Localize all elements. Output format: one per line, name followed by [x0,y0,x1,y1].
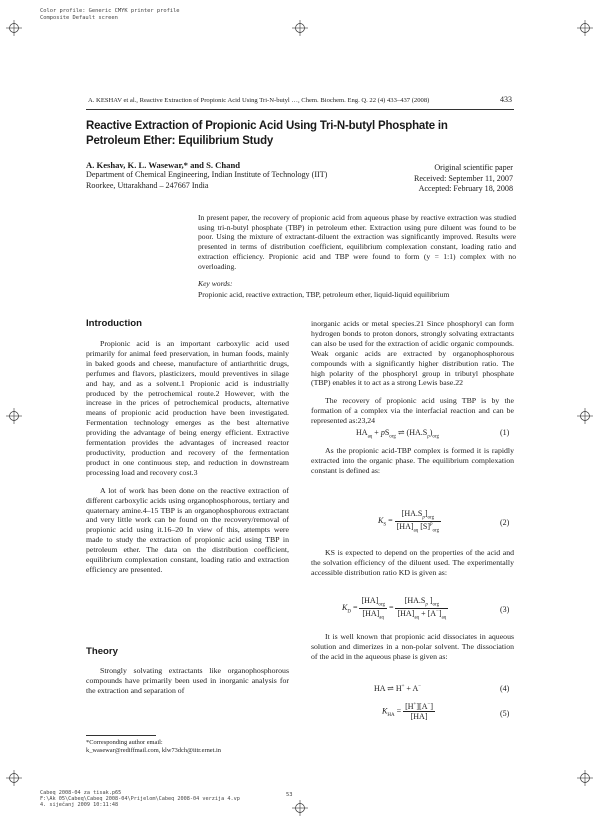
footnote [86,739,221,755]
equation-4: HA ⇌ H+ + A− [374,684,422,693]
paragraph: Propionic acid is an important carboxylic acid used primarily for animal feed preservation, in human foods, mainly in baked goods and cheese, manufacture of antiarthritic drugs, perfumes and flavors, plasticizers, mould preventives in silage and hay, and as a solvent.1 Propionic acid is industrially produced by the petrochemical route.2 However, with the increase in the prices of petrochemical products, alternative means of propionic acid production have been investigated. Fermentation technology emerges as the best alternative providing the advantage of being energy efficient. Extractive fermentation provides the advantages of increased reactor productivity, production and recovery of the fermentation product in one continuous step, and reduction in downstream processing load and recovery cost.3 [86,339,289,477]
header-rule [86,109,514,110]
equation-label: (2) [500,518,510,527]
right-column-para [311,446,514,476]
equation-label: (1) [500,428,510,437]
equation-5: $K_{HA}$ = $\frac{[H^+][A^-]}{[HA]}$ [382,702,433,721]
affiliation [86,170,426,191]
paragraph: It is well known that propionic acid dissociates in aqueous solution and dimerizes in a non-polar solvent. The dissociation of the acid in the aqueous phase is given as: [311,632,514,661]
section-heading-theory: Theory [86,646,118,657]
equation-label: (5) [500,709,510,718]
left-column-theory [86,666,289,696]
section-heading-introduction: Introduction [86,318,142,329]
registration-mark-icon [6,408,22,424]
paper-title: Reactive Extraction of Propionic Acid Using Tri-N-butyl Phosphate in Petroleum Ether: Equilibrium Study [86,118,448,147]
footnote-line: k_wasewar@rediffmail.com, klw73dch@iitr.ernet.in [86,747,221,754]
article-meta [414,163,513,195]
registration-mark-icon [577,20,593,36]
authors: A. Keshav, K. L. Wasewar,* and S. Chand [86,160,241,170]
slug-line: Color profile: Generic CMYK printer profile [40,8,180,14]
equation-2: $K_S$ = $\frac{[HA.S_p]_{org}}{[HA]_{aq} [S]^p_{org}}$ [378,509,440,534]
printer-slug-bottom [40,790,240,809]
keywords: Propionic acid, reactive extraction, TBP, petroleum ether, liquid-liquid equilibrium [198,290,450,299]
footnote-rule [86,735,156,736]
equation-label: (4) [500,684,510,693]
slug-line: F:\Ak 05\Cabeq\Cabeq 2008-04\Prijelom\Cabeq 2008-04 verzija 4.vp [40,796,240,803]
registration-mark-icon [577,770,593,786]
registration-mark-icon [292,20,308,36]
affiliation-line: Department of Chemical Engineering, Indian Institute of Technology (IIT) [86,170,328,179]
slug-line: Cabeq 2008-04 za tisak.p65 [40,790,122,796]
affiliation-line: Roorkee, Uttarakhand – 247667 India [86,180,209,190]
registration-mark-icon [577,408,593,424]
right-column [311,319,514,426]
left-column [86,339,289,575]
equation-label: (3) [500,605,510,614]
registration-mark-icon [6,20,22,36]
footnote-line: *Corresponding author email: [86,739,163,746]
received-date: Received: September 11, 2007 [413,173,513,183]
page-number: 433 [500,95,512,104]
paragraph: The recovery of propionic acid using TBP is by the formation of a complex via the interfacial reaction and can be represented as:23,24 [311,396,514,426]
article-type: Original scientific paper [434,163,513,172]
accepted-date: Accepted: February 18, 2008 [418,184,513,193]
paragraph: inorganic acids or metal species.21 Since phosphoryl can form hydrogen bonds to proton donors, strongly solvating extractants can also be used for the extraction of acidic organic compounds. Weak organic acids are extracted by organophosphorous compounds with a significantly higher distribution ratio. The high polarity of the phosphoryl group in tributyl phosphate (TBP) enables it to act as a strong Lewis base.22 [311,319,514,388]
running-head: A. KESHAV et al., Reactive Extraction of Propionic Acid Using Tri-N-butyl …, Chem. Biochem. Eng. Q. 22 (4) 433–437 (2008) [88,97,430,104]
right-column-para [311,632,514,662]
registration-mark-icon [6,770,22,786]
equation-3: $K_D$ = $\frac{[HA]_{org}}{[HA]_{aq}}$ = $\frac{[HA.S_p ]_{org}}{[HA]_{aq} + [A^-]_{aq}}$ [342,596,447,621]
abstract: In present paper, the recovery of propionic acid from aqueous phase by reactive extraction was studied using tri-n-butyl phosphate (TBP) in petroleum ether. Extraction using pure diluent was found to be poor. Using the mixture of extractant-diluent the extraction was significantly improved. Results were presented in terms of distribution coefficient, equilibrium complexation constant, loading ratio and extraction efficiency. Propionic acid and TBP were found to form (y = 1:1) complex with no overloading. [198,213,516,271]
registration-mark-icon [292,800,308,816]
paragraph: As the propionic acid-TBP complex is formed it is rapidly extracted into the organic phase. The equilibrium complexation constant is defined as: [311,446,514,475]
printer-slug-top [40,8,180,21]
paragraph: A lot of work has been done on the reactive extraction of different carboxylic acids using organophosphorous, tertiary and quaternary amine.4–15 TBP is an organophosphorous extractant and very little work can be found on the recovery/removal of propionic acid using it.16–20 In view of this, attempts were made to study the extraction of propionic acid using TBP in petroleum ether. The data on the distribution coefficient, equilibrium complexation constant, loading ratio and extraction efficiency are presented. [86,485,289,574]
slug-page-number: 53 [286,792,293,798]
paragraph: Strongly solvating extractants like organophosphorous compounds have primarily been used in inorganic analysis for the extraction and separation of [86,666,289,695]
keywords-title: Key words: [198,279,233,288]
slug-line: 4. siječanj 2009 10:11:48 [40,802,119,809]
slug-line: Composite Default screen [40,14,118,21]
equation-1: $HA_{aq} + pS_{org}$ ⇌ $(HA.S_p)_{org}$ [356,428,439,440]
paragraph: KS is expected to depend on the properties of the acid and the solvation efficiency of the diluent used. The experimentally accessible distribution ratio KD is given as: [311,548,514,577]
right-column-para [311,548,514,578]
